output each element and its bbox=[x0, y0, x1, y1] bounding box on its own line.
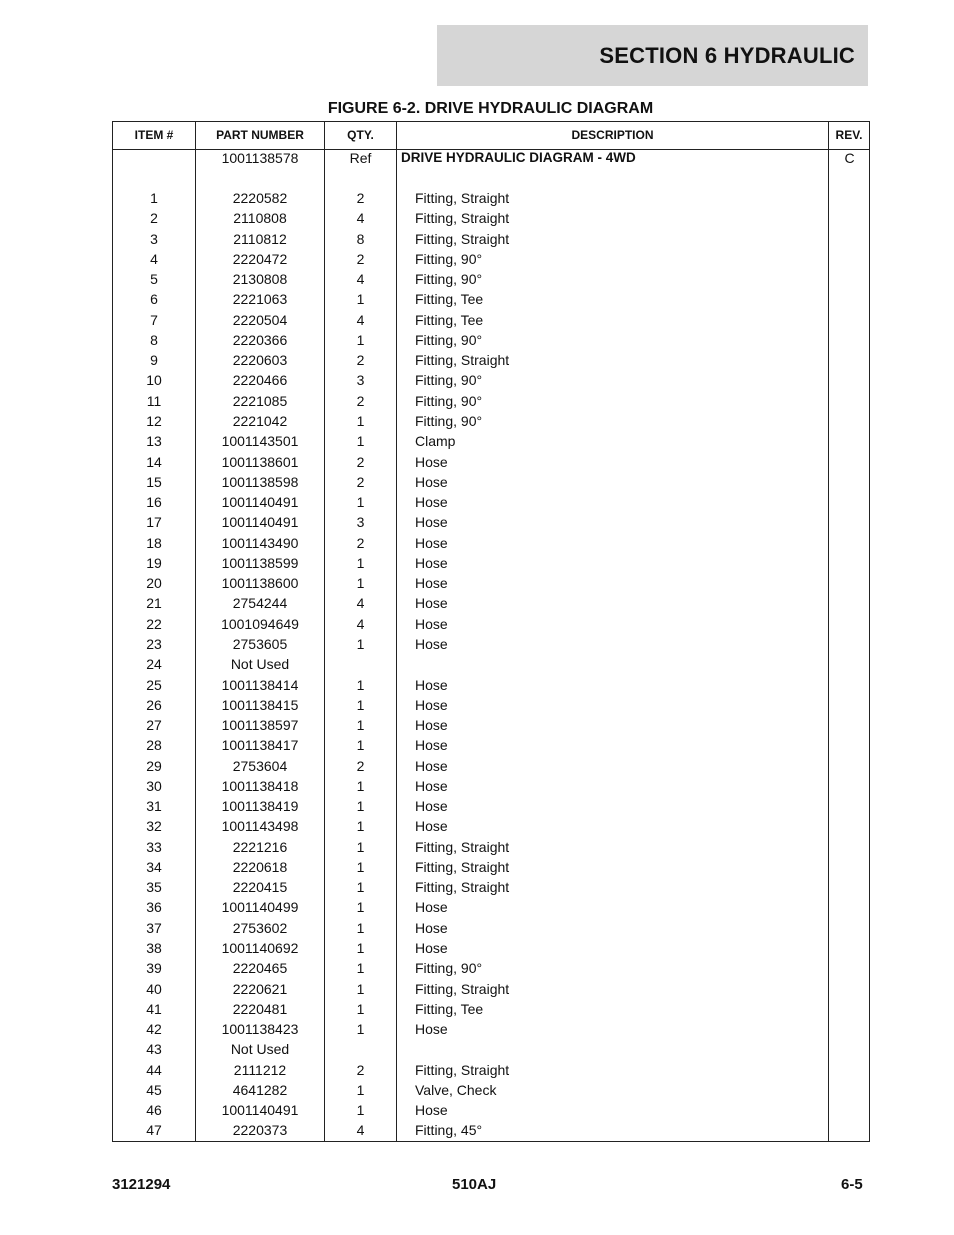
part-number-cell: 1001143498 bbox=[221, 818, 299, 835]
qty-cell: 1 bbox=[356, 777, 365, 794]
item-cell: 26 bbox=[146, 696, 162, 713]
item-cell: 16 bbox=[146, 494, 162, 511]
item-cell: 7 bbox=[150, 311, 158, 328]
part-number-cell: 2754244 bbox=[232, 595, 288, 612]
table-row bbox=[113, 979, 869, 999]
description-cell: Fitting, 90° bbox=[415, 250, 483, 267]
part-number-cell: Not Used bbox=[230, 656, 290, 673]
qty-cell: 1 bbox=[356, 899, 365, 916]
description-cell: Fitting, 45° bbox=[415, 1122, 483, 1139]
item-cell: 20 bbox=[146, 575, 162, 592]
description-cell: Hose bbox=[415, 717, 448, 733]
qty-cell: 1 bbox=[356, 919, 365, 936]
part-number-cell: 2221216 bbox=[232, 838, 288, 855]
qty-cell: 1 bbox=[356, 818, 365, 835]
part-number-cell: 1001143490 bbox=[221, 534, 299, 551]
qty-cell: 3 bbox=[356, 514, 365, 531]
item-cell: 38 bbox=[146, 940, 162, 956]
part-number-cell: 1001143501 bbox=[221, 433, 299, 450]
description-cell: Hose bbox=[415, 635, 448, 652]
qty-cell: 4 bbox=[356, 311, 365, 328]
column-header-item: ITEM # bbox=[134, 128, 174, 142]
description-cell: Hose bbox=[415, 676, 448, 693]
part-number-cell: 1001138414 bbox=[221, 676, 299, 693]
description-cell: Hose bbox=[415, 1102, 448, 1119]
description-cell bbox=[415, 654, 825, 674]
qty-cell: 1 bbox=[356, 291, 365, 308]
table-row bbox=[113, 796, 869, 816]
table-row bbox=[113, 431, 869, 451]
part-number-cell: 1001138418 bbox=[221, 777, 299, 794]
part-number-cell: 1001138599 bbox=[221, 554, 299, 571]
table-row bbox=[113, 857, 869, 877]
description-cell: Hose bbox=[415, 737, 448, 754]
figure-title: FIGURE 6-2. DRIVE HYDRAULIC DIAGRAM bbox=[327, 100, 654, 117]
part-number-cell: 2220465 bbox=[232, 960, 288, 977]
description-cell: Fitting, Straight bbox=[415, 230, 510, 247]
item-cell: 13 bbox=[146, 433, 162, 450]
item-cell: 14 bbox=[146, 453, 162, 470]
qty-cell: 2 bbox=[356, 250, 365, 267]
description-cell: Fitting, Tee bbox=[415, 291, 484, 308]
table-row bbox=[113, 350, 869, 370]
part-number-cell: 2220466 bbox=[232, 372, 288, 389]
item-cell: 3 bbox=[150, 230, 158, 247]
table-row bbox=[113, 229, 869, 249]
part-number-cell: 1001138419 bbox=[221, 798, 299, 815]
description-cell: Fitting, Straight bbox=[415, 838, 510, 855]
description-cell: Fitting, 90° bbox=[415, 392, 483, 409]
table-row bbox=[113, 695, 869, 715]
table-row bbox=[113, 593, 869, 613]
qty-cell: 1 bbox=[356, 413, 365, 429]
table-row bbox=[113, 492, 869, 512]
table-row bbox=[113, 1019, 869, 1039]
qty-cell: Ref bbox=[349, 150, 372, 166]
item-cell: 24 bbox=[146, 656, 162, 673]
qty-cell: 2 bbox=[356, 473, 365, 490]
qty-cell: 1 bbox=[356, 696, 365, 713]
qty-cell: 1 bbox=[356, 635, 365, 652]
table-row bbox=[113, 289, 869, 309]
table-row bbox=[113, 634, 869, 654]
table-row bbox=[113, 816, 869, 836]
item-cell: 17 bbox=[146, 514, 162, 531]
description-cell: Hose bbox=[415, 818, 448, 835]
rev-cell: C bbox=[844, 150, 855, 166]
table-row bbox=[113, 391, 869, 411]
item-cell: 28 bbox=[146, 737, 162, 754]
description-cell: Hose bbox=[415, 696, 448, 713]
qty-cell: 2 bbox=[356, 392, 365, 409]
footer-page-number: 6-5 bbox=[841, 1176, 863, 1193]
description-cell: Hose bbox=[415, 494, 448, 511]
item-cell: 8 bbox=[150, 331, 158, 348]
description-cell: Fitting, Straight bbox=[415, 210, 510, 227]
table-row bbox=[113, 310, 869, 330]
table-row bbox=[113, 715, 869, 735]
table-row bbox=[113, 776, 869, 796]
qty-cell: 1 bbox=[356, 1081, 365, 1098]
table-row bbox=[113, 553, 869, 573]
qty-cell: 2 bbox=[356, 352, 365, 369]
description-cell: Hose bbox=[415, 615, 448, 632]
description-cell: Fitting, Straight bbox=[415, 858, 510, 875]
description-cell: Fitting, Straight bbox=[415, 352, 510, 369]
section-header-bar bbox=[437, 25, 868, 86]
part-number-cell: 1001138600 bbox=[221, 575, 299, 592]
qty-cell: 1 bbox=[356, 838, 365, 855]
table-row bbox=[113, 1120, 869, 1140]
part-number-cell: 2220603 bbox=[232, 352, 288, 369]
qty-cell: 1 bbox=[356, 494, 365, 511]
column-header-qty: QTY. bbox=[347, 128, 374, 142]
table-row bbox=[113, 877, 869, 897]
parts-table bbox=[112, 121, 870, 1142]
part-number-cell: 1001138578 bbox=[221, 150, 299, 166]
table-row bbox=[113, 269, 869, 289]
item-cell: 41 bbox=[146, 1000, 162, 1017]
description-cell: Hose bbox=[415, 1021, 448, 1038]
table-row bbox=[113, 999, 869, 1019]
item-cell: 23 bbox=[146, 635, 162, 652]
table-row bbox=[113, 330, 869, 350]
qty-cell: 2 bbox=[356, 1061, 365, 1078]
description-cell: Fitting, 90° bbox=[415, 331, 483, 348]
item-cell: 44 bbox=[146, 1061, 162, 1078]
description-cell: Fitting, 90° bbox=[415, 413, 483, 429]
table-row bbox=[113, 675, 869, 695]
description-cell: Hose bbox=[415, 534, 448, 551]
qty-cell bbox=[325, 654, 396, 674]
part-number-cell: 1001138597 bbox=[221, 717, 299, 733]
part-number-cell: 1001138598 bbox=[221, 473, 299, 490]
part-number-cell: 2220582 bbox=[232, 190, 288, 206]
item-cell: 5 bbox=[150, 271, 158, 288]
item-cell: 47 bbox=[146, 1122, 162, 1139]
item-cell: 29 bbox=[146, 757, 162, 774]
item-cell: 22 bbox=[146, 615, 162, 632]
table-row bbox=[113, 958, 869, 978]
part-number-cell: 2220373 bbox=[232, 1122, 288, 1139]
table-row bbox=[113, 411, 869, 431]
table-row bbox=[113, 1039, 869, 1059]
part-number-cell: 2220504 bbox=[232, 311, 288, 328]
item-cell: 2 bbox=[150, 210, 158, 227]
description-cell bbox=[415, 1039, 825, 1059]
item-cell: 6 bbox=[150, 291, 158, 308]
item-cell: 21 bbox=[146, 595, 162, 612]
item-cell: 30 bbox=[146, 777, 162, 794]
description-cell: Fitting, Straight bbox=[415, 980, 510, 997]
part-number-cell: 2221063 bbox=[232, 291, 288, 308]
qty-cell: 3 bbox=[356, 372, 365, 389]
item-cell: 15 bbox=[146, 473, 162, 490]
part-number-cell: 2221042 bbox=[232, 413, 288, 429]
part-number-cell: 1001138423 bbox=[221, 1021, 299, 1038]
item-cell: 37 bbox=[146, 919, 162, 936]
description-cell: Hose bbox=[415, 575, 448, 592]
description-cell: Hose bbox=[415, 595, 448, 612]
qty-cell: 1 bbox=[356, 717, 365, 733]
table-row bbox=[113, 735, 869, 755]
item-cell: 36 bbox=[146, 899, 162, 916]
table-row bbox=[113, 654, 869, 674]
section-title: SECTION 6 HYDRAULIC bbox=[599, 42, 855, 68]
qty-cell: 1 bbox=[356, 737, 365, 754]
qty-cell: 1 bbox=[356, 1102, 365, 1119]
qty-cell: 4 bbox=[356, 210, 365, 227]
table-row bbox=[113, 452, 869, 472]
item-cell: 27 bbox=[146, 717, 162, 733]
qty-cell: 1 bbox=[356, 554, 365, 571]
table-row bbox=[113, 614, 869, 634]
table-row bbox=[113, 837, 869, 857]
item-cell: 1 bbox=[150, 190, 158, 206]
item-cell: 18 bbox=[146, 534, 162, 551]
item-cell: 42 bbox=[146, 1021, 162, 1038]
item-cell: 9 bbox=[150, 352, 158, 369]
description-cell: Fitting, Tee bbox=[415, 1000, 484, 1017]
column-header-part-number: PART NUMBER bbox=[216, 128, 304, 142]
qty-cell bbox=[325, 1039, 396, 1059]
qty-cell: 1 bbox=[356, 575, 365, 592]
description-cell: Hose bbox=[415, 899, 448, 916]
item-cell: 11 bbox=[146, 392, 162, 409]
table-row-assembly bbox=[113, 148, 869, 168]
footer-doc-number: 3121294 bbox=[112, 1176, 171, 1193]
table-row bbox=[113, 533, 869, 553]
part-number-cell: 2220415 bbox=[232, 879, 288, 896]
table-row bbox=[113, 573, 869, 593]
item-cell: 35 bbox=[146, 879, 162, 896]
qty-cell: 8 bbox=[356, 230, 365, 247]
qty-cell: 4 bbox=[356, 615, 365, 632]
item-cell: 34 bbox=[146, 858, 162, 875]
item-cell: 39 bbox=[146, 960, 162, 977]
part-number-cell: 2111212 bbox=[233, 1061, 287, 1078]
part-number-cell: 1001140692 bbox=[221, 940, 299, 956]
item-cell: 32 bbox=[146, 818, 162, 835]
description-cell: Valve, Check bbox=[415, 1081, 497, 1098]
description-cell: Hose bbox=[415, 777, 448, 794]
part-number-cell: 2110808 bbox=[233, 210, 287, 227]
part-number-cell: 1001140499 bbox=[221, 899, 299, 916]
column-header-description: DESCRIPTION bbox=[571, 128, 654, 142]
qty-cell: 1 bbox=[356, 858, 365, 875]
item-cell: 4 bbox=[150, 250, 158, 267]
table-row bbox=[113, 208, 869, 228]
description-cell: Hose bbox=[415, 453, 448, 470]
part-number-cell: 2110812 bbox=[233, 230, 287, 247]
qty-cell: 1 bbox=[356, 1000, 365, 1017]
table-row bbox=[113, 249, 869, 269]
part-number-cell: 2753604 bbox=[232, 757, 288, 774]
part-number-cell: 1001094649 bbox=[221, 615, 299, 632]
qty-cell: 2 bbox=[356, 534, 365, 551]
description-cell: Fitting, Straight bbox=[415, 879, 510, 896]
item-cell: 10 bbox=[146, 372, 162, 389]
description-cell: DRIVE HYDRAULIC DIAGRAM - 4WD bbox=[401, 150, 636, 165]
item-cell: 43 bbox=[146, 1041, 162, 1058]
description-cell: Clamp bbox=[415, 433, 456, 450]
part-number-cell: 1001140491 bbox=[221, 494, 299, 511]
table-row bbox=[113, 938, 869, 958]
item-cell: 25 bbox=[146, 676, 162, 693]
qty-cell: 1 bbox=[356, 798, 365, 815]
part-number-cell: 4641282 bbox=[232, 1081, 288, 1098]
qty-cell: 1 bbox=[356, 960, 365, 977]
item-cell: 46 bbox=[146, 1102, 162, 1119]
part-number-cell: 2220621 bbox=[232, 980, 288, 997]
description-cell: Fitting, Straight bbox=[415, 190, 510, 206]
item-cell: 45 bbox=[146, 1081, 162, 1098]
qty-cell: 1 bbox=[356, 331, 365, 348]
table-row bbox=[113, 1080, 869, 1100]
description-cell: Fitting, Tee bbox=[415, 311, 484, 328]
table-row bbox=[113, 188, 869, 208]
qty-cell: 2 bbox=[356, 190, 365, 206]
part-number-cell: 1001140491 bbox=[221, 1102, 299, 1119]
qty-cell: 1 bbox=[356, 1021, 365, 1038]
item-cell: 33 bbox=[146, 838, 162, 855]
table-row bbox=[113, 370, 869, 390]
description-cell: Fitting, 90° bbox=[415, 960, 483, 977]
description-cell: Hose bbox=[415, 919, 448, 936]
qty-cell: 1 bbox=[356, 940, 365, 956]
qty-cell: 4 bbox=[356, 271, 365, 288]
part-number-cell: 2220618 bbox=[232, 858, 288, 875]
description-cell: Hose bbox=[415, 798, 448, 815]
table-row bbox=[113, 472, 869, 492]
item-cell: 40 bbox=[146, 980, 162, 997]
qty-cell: 1 bbox=[356, 879, 365, 896]
part-number-cell: 1001138601 bbox=[221, 453, 299, 470]
qty-cell: 2 bbox=[356, 757, 365, 774]
description-cell: Fitting, Straight bbox=[415, 1061, 510, 1078]
qty-cell: 1 bbox=[356, 433, 365, 450]
part-number-cell: 2220366 bbox=[232, 331, 288, 348]
description-cell: Hose bbox=[415, 940, 448, 956]
part-number-cell: 2220481 bbox=[232, 1000, 288, 1017]
table-row bbox=[113, 1100, 869, 1120]
qty-cell: 4 bbox=[356, 595, 365, 612]
part-number-cell: Not Used bbox=[230, 1041, 290, 1058]
item-cell bbox=[113, 148, 195, 168]
part-number-cell: 2221085 bbox=[232, 392, 288, 409]
qty-cell: 2 bbox=[356, 453, 365, 470]
item-cell: 31 bbox=[146, 798, 162, 815]
qty-cell: 1 bbox=[356, 676, 365, 693]
item-cell: 12 bbox=[146, 413, 162, 429]
part-number-cell: 1001140491 bbox=[221, 514, 299, 531]
part-number-cell: 2753605 bbox=[232, 635, 288, 652]
table-row bbox=[113, 918, 869, 938]
table-row bbox=[113, 756, 869, 776]
table-row bbox=[113, 512, 869, 532]
description-cell: Hose bbox=[415, 757, 448, 774]
qty-cell: 1 bbox=[356, 980, 365, 997]
part-number-cell: 2130808 bbox=[232, 271, 288, 288]
qty-cell: 4 bbox=[356, 1122, 365, 1139]
footer-model: 510AJ bbox=[452, 1176, 497, 1193]
part-number-cell: 1001138417 bbox=[221, 737, 299, 754]
table-row bbox=[113, 1060, 869, 1080]
description-cell: Hose bbox=[415, 554, 448, 571]
column-header-rev: REV. bbox=[835, 128, 863, 142]
description-cell: Fitting, 90° bbox=[415, 372, 483, 389]
table-row bbox=[113, 897, 869, 917]
description-cell: Hose bbox=[415, 473, 448, 490]
part-number-cell: 2220472 bbox=[232, 250, 288, 267]
description-cell: Hose bbox=[415, 514, 448, 531]
item-cell: 19 bbox=[146, 554, 162, 571]
description-cell: Fitting, 90° bbox=[415, 271, 483, 288]
part-number-cell: 1001138415 bbox=[221, 696, 299, 713]
part-number-cell: 2753602 bbox=[232, 919, 288, 936]
